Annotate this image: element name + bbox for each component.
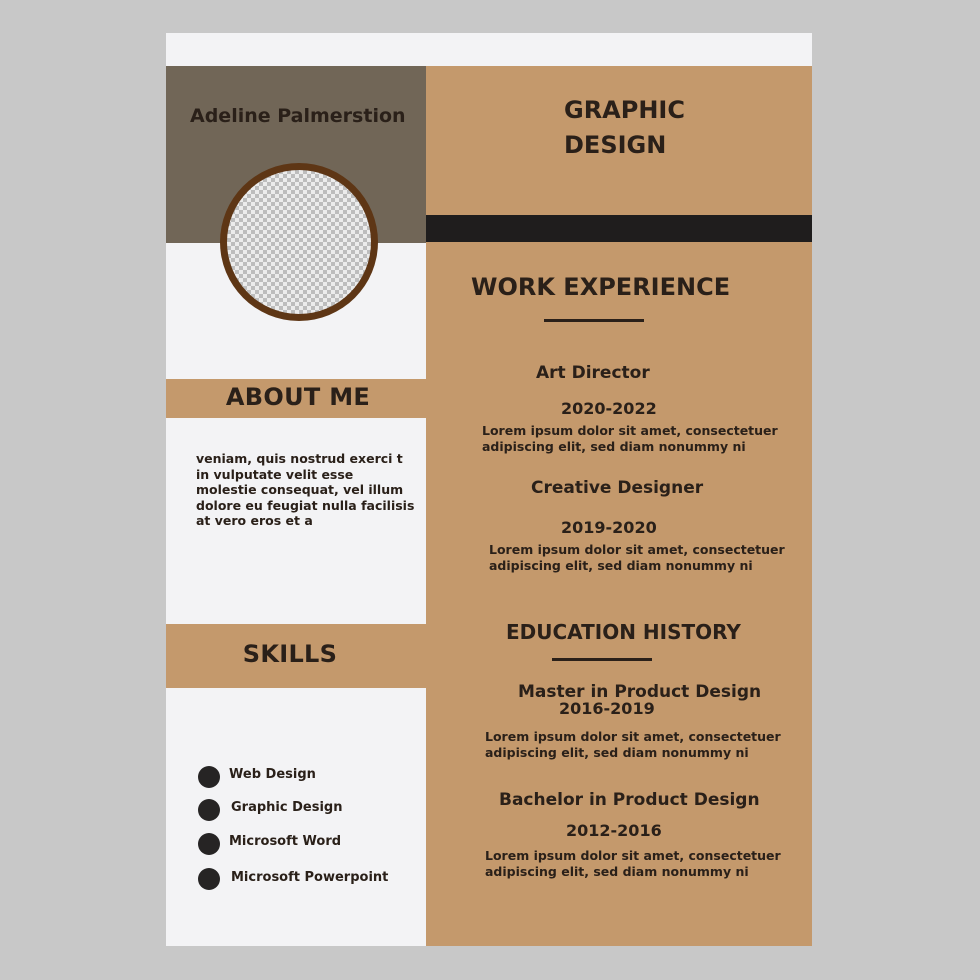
bullet-icon bbox=[198, 766, 220, 788]
about-heading: ABOUT ME bbox=[225, 383, 371, 411]
resume-page bbox=[166, 33, 812, 946]
skill-label: Web Design bbox=[229, 767, 316, 782]
work-entry-title: Creative Designer bbox=[531, 478, 704, 498]
education-heading-underline bbox=[552, 658, 652, 661]
work-entry-description: Lorem ipsum dolor sit amet, consectetuer adipiscing elit, sed diam nonummy ni bbox=[489, 542, 785, 573]
work-entry-description: Lorem ipsum dolor sit amet, consectetuer adipiscing elit, sed diam nonummy ni bbox=[482, 423, 778, 454]
job-title bbox=[564, 93, 685, 163]
education-entry-description: Lorem ipsum dolor sit amet, consectetuer adipiscing elit, sed diam nonummy ni bbox=[485, 729, 781, 760]
education-entry-title: Master in Product Design bbox=[518, 682, 762, 702]
candidate-name: Adeline Palmerstion bbox=[190, 105, 406, 127]
profile-photo-placeholder bbox=[227, 170, 371, 314]
profile-photo-frame bbox=[220, 163, 378, 321]
skills-heading: SKILLS bbox=[242, 640, 338, 668]
bullet-icon bbox=[198, 868, 220, 890]
skill-label: Graphic Design bbox=[231, 800, 343, 815]
job-title-line1: GRAPHIC bbox=[564, 96, 685, 124]
skill-label: Microsoft Powerpoint bbox=[231, 870, 389, 885]
work-heading-underline bbox=[544, 319, 644, 322]
work-entry-title: Art Director bbox=[536, 363, 650, 383]
education-entry-years: 2012-2016 bbox=[566, 821, 662, 840]
job-title-line2: DESIGN bbox=[564, 131, 667, 159]
about-text: veniam, quis nostrud exerci t in vulputate velit esse molestie consequat, vel illum dolore eu feugiat nulla facilisis at vero eros et a bbox=[196, 451, 415, 529]
right-column bbox=[426, 66, 812, 946]
work-experience-heading: WORK EXPERIENCE bbox=[471, 273, 731, 301]
education-history-heading: EDUCATION HISTORY bbox=[506, 620, 741, 644]
education-entry-description: Lorem ipsum dolor sit amet, consectetuer adipiscing elit, sed diam nonummy ni bbox=[485, 848, 781, 879]
divider-bar bbox=[426, 215, 812, 242]
education-entry-title: Bachelor in Product Design bbox=[499, 790, 760, 810]
skill-label: Microsoft Word bbox=[229, 834, 342, 849]
education-entry-years: 2016-2019 bbox=[559, 699, 655, 718]
work-entry-years: 2019-2020 bbox=[561, 518, 657, 537]
bullet-icon bbox=[198, 833, 220, 855]
bullet-icon bbox=[198, 799, 220, 821]
work-entry-years: 2020-2022 bbox=[561, 399, 657, 418]
